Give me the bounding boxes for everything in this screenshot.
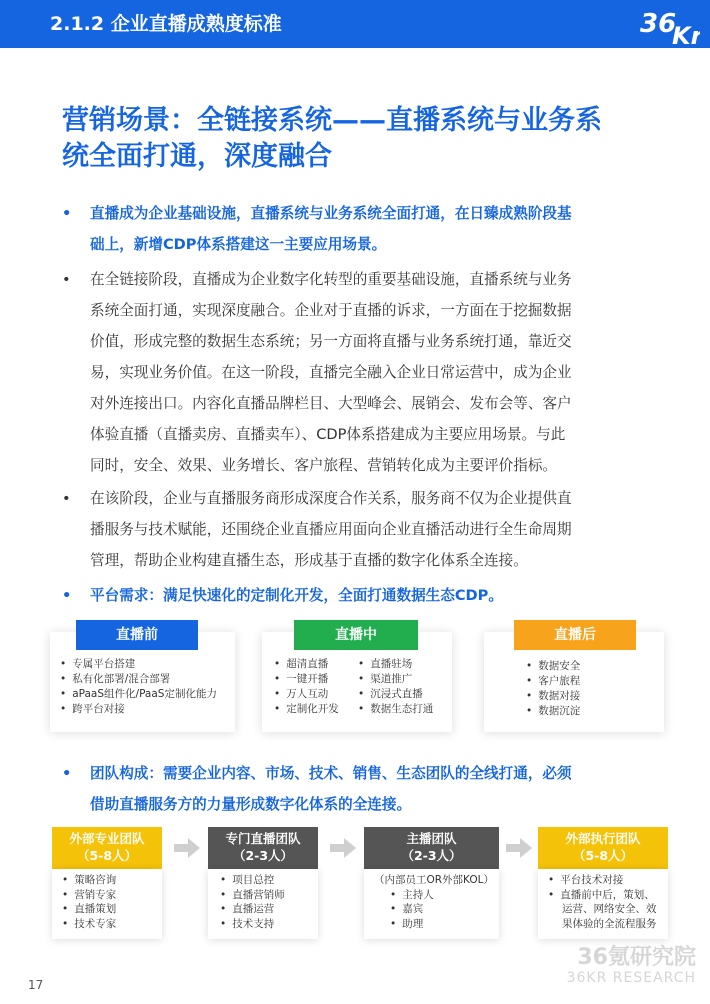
stage-label-before: 直播前	[76, 620, 198, 650]
svg-text:36: 36	[640, 9, 677, 39]
svg-text:Kr: Kr	[672, 22, 700, 46]
list-item: • 策略咨询	[62, 873, 116, 888]
list-item: • 营销专家	[62, 888, 116, 903]
team-box-host	[364, 869, 499, 939]
stage-before-list	[60, 657, 217, 717]
list-item: • 数据安全	[526, 659, 580, 674]
list-item: • 平台技术对接	[548, 873, 657, 888]
bullet-paragraph-2: • 在全链接阶段，直播成为企业数字化转型的重要基础设施，直播系统与业务 系统全面打通，实现深度融合。企业对于直播的诉求，一方面在于挖掘数据 价值，形成完整的数据生态系统；另一方面将直播与业务系统打通，靠近交 易，实现业务价值。在这一阶段，直播完全融入企业日常运营中，成为企业 对外连接出口。内容化直播品牌栏目、大型峰会、展销会、发布会等、客户 体验直播（直播卖房、直播卖车）、CDP体系搭建成为主要应用场景。与此 同时，安全、效果、业务增长、客户旅程、营销转化成为主要评价指标。	[62, 271, 572, 474]
stage-during-list-1	[274, 657, 339, 717]
team-label-host: 主播团队 （2-3人）	[364, 827, 499, 869]
list-item: • 数据对接	[526, 689, 580, 704]
watermark: 36氪研究院 36KR RESEARCH	[566, 945, 696, 986]
team-label-external-pro: 外部专业团队 （5-8人）	[52, 827, 162, 869]
list-item: • 技术支持	[220, 917, 285, 932]
stage-card-before	[50, 627, 235, 732]
list-item: • 技术专家	[62, 917, 116, 932]
team-box-live-dedicated	[208, 869, 318, 939]
list-item: • 主持人	[390, 888, 494, 903]
bullet-paragraph-5: • 团队构成：需要企业内容、市场、技术、销售、生态团队的全线打通，必须 借助直播服务方的力量形成数字化体系的全连接。	[62, 765, 572, 813]
team-host-note: （内部员工OR外部KOL）	[374, 874, 494, 886]
list-item: • 直播营销师	[220, 888, 285, 903]
list-item: • 专属平台搭建	[60, 657, 217, 672]
list-item: • 直播前中后，策划、	[548, 888, 657, 903]
list-item: • 嘉宾	[390, 902, 494, 917]
stage-during-list-2	[358, 657, 433, 717]
page-number: 17	[28, 978, 44, 992]
arrow-right-icon	[506, 838, 532, 858]
list-item: 果体验的全流程服务	[562, 917, 657, 930]
list-item: 运营、网络安全、效	[562, 903, 657, 915]
list-item: • 数据沉淀	[526, 704, 580, 719]
stage-card-during	[262, 627, 452, 732]
list-item: • aPaaS组件化/PaaS定制化能力	[60, 687, 217, 702]
stage-label-during: 直播中	[294, 620, 418, 650]
list-item: • 跨平台对接	[60, 702, 217, 717]
team-box-external-exec	[538, 869, 668, 939]
team-box-external-pro	[52, 869, 162, 939]
36kr-logo	[638, 2, 700, 50]
header-bar	[0, 0, 710, 48]
list-item: • 直播策划	[62, 902, 116, 917]
list-item: • 一键开播	[274, 672, 339, 687]
stage-label-after: 直播后	[514, 620, 636, 650]
stage-after-list	[526, 659, 580, 719]
list-item: • 沉浸式直播	[358, 687, 433, 702]
list-item: • 数据生态打通	[358, 702, 433, 717]
team-label-live-dedicated: 专门直播团队 （2-3人）	[208, 827, 318, 869]
list-item: • 定制化开发	[274, 702, 339, 717]
bullet-paragraph-3: • 在该阶段，企业与直播服务商形成深度合作关系，服务商不仅为企业提供直 播服务与技术赋能，还围绕企业直播应用面向企业直播活动进行全生命周期 管理，帮助企业构建直播生态，形成基于直播的数字化体系全连接。	[62, 490, 572, 569]
list-item: • 助理	[390, 917, 494, 932]
arrow-right-icon	[330, 838, 356, 858]
section-title: 2.1.2 企业直播成熟度标准	[50, 13, 282, 35]
list-item: • 超清直播	[274, 657, 339, 672]
stage-card-after	[484, 627, 664, 732]
list-item: • 万人互动	[274, 687, 339, 702]
team-label-external-exec: 外部执行团队 （5-8人）	[538, 827, 668, 869]
list-item: • 项目总控	[220, 873, 285, 888]
list-item: • 直播运营	[220, 902, 285, 917]
page-title: 营销场景：全链接系统——直播系统与业务系 统全面打通，深度融合	[62, 105, 602, 172]
arrow-right-icon	[174, 838, 200, 858]
list-item: • 客户旅程	[526, 674, 580, 689]
list-item: • 渠道推广	[358, 672, 433, 687]
list-item: • 私有化部署/混合部署	[60, 672, 217, 687]
list-item: • 直播驻场	[358, 657, 433, 672]
bullet-paragraph-1: • 直播成为企业基础设施，直播系统与业务系统全面打通，在日臻成熟阶段基 础上，新增CDP体系搭建这一主要应用场景。	[62, 205, 572, 253]
bullet-paragraph-4: • 平台需求：满足快速化的定制化开发，全面打通数据生态CDP。	[62, 587, 503, 604]
